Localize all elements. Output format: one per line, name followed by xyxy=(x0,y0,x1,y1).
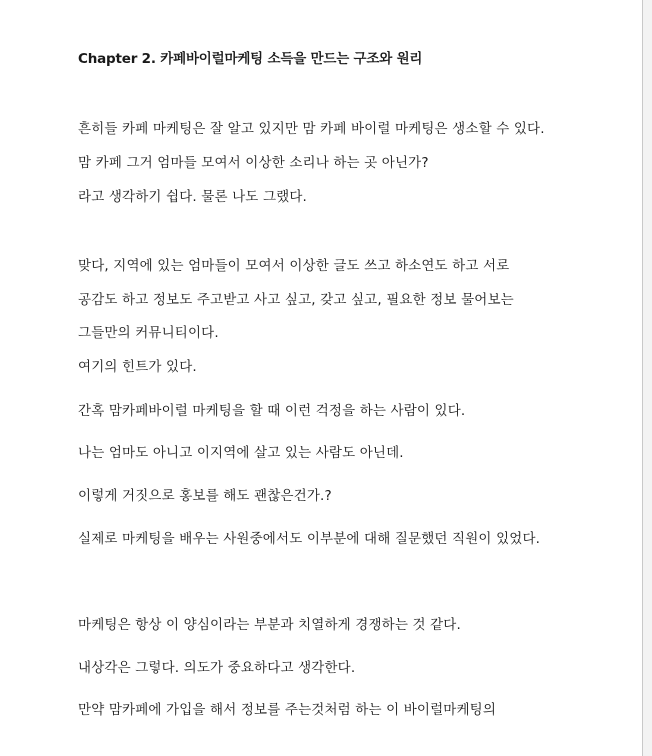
body-line-4: 맞다, 지역에 있는 엄마들이 모여서 이상한 글도 쓰고 하소연도 하고 서로 xyxy=(78,258,510,274)
body-line-10: 이렇게 거짓으로 홍보를 해도 괜찮은건가.? xyxy=(78,488,332,504)
body-line-7: 여기의 힌트가 있다. xyxy=(78,359,197,375)
body-line-11: 실제로 마케팅을 배우는 사원중에서도 이부분에 대해 질문했던 직원이 있었다. xyxy=(78,531,541,547)
body-line-14: 만약 맘카페에 가입을 해서 정보를 주는것처럼 하는 이 바이럴마케팅의 xyxy=(78,702,497,718)
body-line-9: 나는 엄마도 아니고 이지역에 살고 있는 사람도 아닌데. xyxy=(78,445,404,461)
body-line-2: 맘 카페 그거 엄마들 모여서 이상한 소리나 하는 곳 아닌가? xyxy=(78,155,429,171)
body-line-5: 공감도 하고 정보도 주고받고 사고 싶고, 갖고 싶고, 필요한 정보 물어보는 xyxy=(78,292,514,308)
body-line-6: 그들만의 커뮤니티이다. xyxy=(78,325,219,341)
body-line-1: 흔히들 카페 마케팅은 잘 알고 있지만 맘 카페 바이럴 마케팅은 생소할 수 있다. xyxy=(78,121,545,137)
page-gutter xyxy=(643,0,652,756)
body-line-12: 마케팅은 항상 이 양심이라는 부분과 치열하게 경쟁하는 것 같다. xyxy=(78,617,461,633)
body-line-3: 라고 생각하기 쉽다. 물론 나도 그랬다. xyxy=(78,189,307,205)
body-line-13: 내상각은 그렇다. 의도가 중요하다고 생각한다. xyxy=(78,660,356,676)
body-line-8: 간혹 맘카페바이럴 마케팅을 할 때 이런 걱정을 하는 사람이 있다. xyxy=(78,403,466,419)
chapter-title: Chapter 2. 카페바이럴마케팅 소득을 만드는 구조와 원리 xyxy=(78,51,423,67)
